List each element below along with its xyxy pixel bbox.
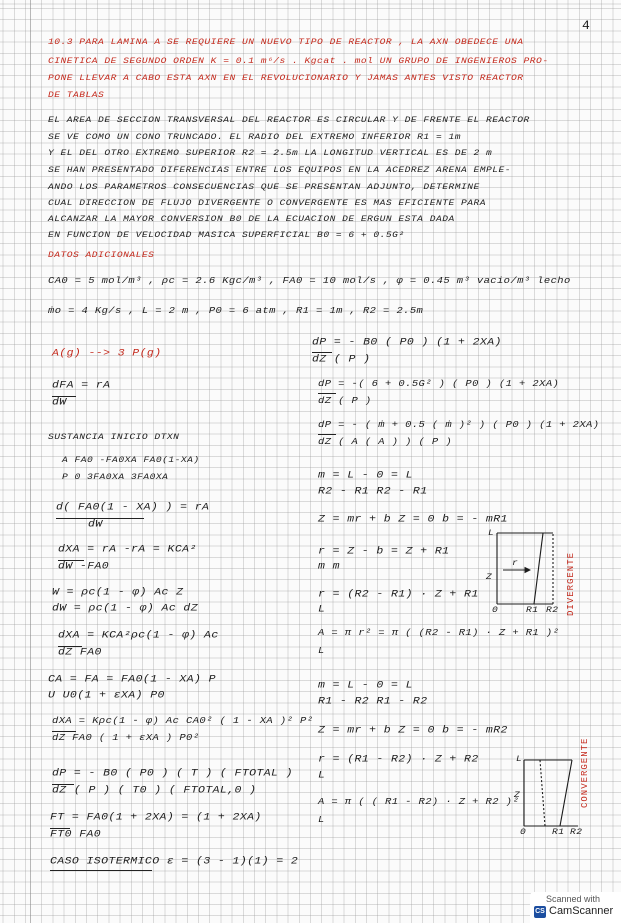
- datos-title: DATOS ADICIONALES: [48, 250, 155, 260]
- eq-m2: m = L - 0 = L: [318, 680, 413, 692]
- eq-rr2-den: L: [318, 604, 326, 616]
- eq-r2-den: dZ ( P ): [318, 396, 372, 407]
- fig1-label-r1: R1: [526, 605, 539, 615]
- convergent-sketch: [524, 760, 578, 826]
- problem-line-3: PONE LLEVAR A CABO ESTA AXN EN EL REVOLUCIONARIO Y JAMAS ANTES VISTO REACTOR: [48, 73, 524, 83]
- divergente-label: DIVERGENTE: [566, 551, 576, 616]
- eq-rr3-num: r = (R1 - R2) · Z + R2: [318, 754, 479, 766]
- fig2-label-z: Z: [514, 790, 521, 800]
- eq-m2-den: R1 - R2 R1 - R2: [318, 696, 428, 708]
- camscanner-watermark: [530, 892, 621, 923]
- fig2-label-r1: R1: [552, 827, 565, 837]
- eq-r2-num: dP = -( 6 + 0.5G² ) ( P0 ) (1 + 2XA): [318, 379, 560, 390]
- eq-w1: W = ρc(1 - φ) Ac Z: [52, 587, 184, 599]
- eq-rr1-num: r = Z - b = Z + R1: [318, 546, 450, 558]
- convergente-label: CONVERGENTE: [580, 737, 590, 808]
- fig2-label-l: L: [516, 754, 523, 764]
- problem-line-8: Y EL DEL OTRO EXTREMO SUPERIOR R2 = 2.5m LA LONGITUD VERTICAL ES DE 2 m: [48, 148, 493, 158]
- eq-w2: dW = ρc(1 - φ) Ac dZ: [52, 603, 199, 615]
- scanner-caption: Scanned with: [546, 894, 601, 904]
- eq-rr1-den: m m: [318, 561, 340, 573]
- problem-line-13: EN FUNCION DE VELOCIDAD MASICA SUPERFICIAL B0 = 6 + 0.5G²: [48, 230, 405, 240]
- eq-dp-num: dP = - B0 ( P0 ) ( T ) ( FTOTAL ): [52, 768, 293, 780]
- eq-r3-den: dZ ( A ( A ) ) ( P ): [318, 437, 453, 448]
- problem-line-12: ALCANZAR LA MAYOR CONVERSION B0 DE LA ECUACION DE ERGUN ESTA DADA: [48, 214, 455, 224]
- stoich-row-p: P 0 3FA0XA 3FA0XA: [62, 472, 169, 482]
- problem-line-9: SE HAN PRESENTADO DIFERENCIAS ENTRE LOS EQUIPOS EN LA ACEDREZ ARENA EMPLE-: [48, 165, 512, 175]
- eq-d2-num: dXA = rA -rA = KCA²: [58, 544, 197, 556]
- eq-r3-num: dP = - ( ṁ + 0.5 ( ṁ )² ) ( P0 ) (1 + 2XA): [318, 420, 600, 431]
- eq-a2: A = π ( ( R1 - R2) · Z + R2 )²: [318, 797, 520, 808]
- eq-d2-den: dW -FA0: [58, 561, 110, 573]
- fig1-label-r: r: [512, 558, 519, 568]
- eq-a1-den: L: [318, 646, 325, 657]
- stoich-row-a: A FA0 -FA0XA FA0(1-XA): [62, 455, 200, 465]
- eq-a2-den: L: [318, 815, 325, 826]
- fig2-label-r2: R2: [570, 827, 583, 837]
- fig1-label-r2: R2: [546, 605, 559, 615]
- eq-rr3-den: L: [318, 770, 326, 782]
- problem-line-2: CINETICA DE SEGUNDO ORDEN K = 0.1 m⁶/s . Kgcat . mol UN GRUPO DE INGENIEROS PRO-: [48, 56, 549, 66]
- fig1-label-z: Z: [486, 572, 493, 582]
- eq-d3-num: dXA = KCA²ρc(1 - φ) Ac: [58, 630, 219, 642]
- eq-d1-den: dW: [88, 519, 103, 531]
- problem-line-11: CUAL DIRECCION DE FLUJO DIVERGENTE O CONVERGENTE ES MAS EFICIENTE PARA: [48, 198, 487, 208]
- datos-line-1: CA0 = 5 mol/m³ , ρc = 2.6 Kgc/m³ , FA0 = 10 mol/s , φ = 0.45 m³ vacio/m³ lecho: [48, 276, 571, 287]
- eq-d4-den: dZ FA0 ( 1 + εXA ) P0²: [52, 733, 200, 744]
- divergent-sketch: [497, 533, 553, 604]
- stoich-title: SUSTANCIA INICIO DTXN: [48, 432, 180, 442]
- fig1-label-l: L: [488, 528, 495, 538]
- caso-isotermico: CASO ISOTERMICO ε = (3 - 1)(1) = 2: [50, 856, 299, 868]
- eq-z2: Z = mr + b Z = 0 b = - mR2: [318, 725, 508, 737]
- eq-ca-den: U U0(1 + εXA) P0: [48, 690, 165, 702]
- eq-rr2-num: r = (R2 - R1) · Z + R1: [318, 589, 479, 601]
- eq-ft-den: FT0 FA0: [50, 829, 102, 841]
- fig1-label-zero: 0: [492, 605, 499, 615]
- problem-line-1: 10.3 PARA LAMINA A SE REQUIERE UN NUEVO TIPO DE REACTOR , LA AXN OBEDECE UNA: [48, 37, 524, 47]
- eq-d3-den: dZ FA0: [58, 647, 102, 659]
- page-number: 4: [582, 18, 590, 33]
- eq-dp-den: dZ ( P ) ( T0 ) ( FTOTAL,0 ): [52, 785, 257, 797]
- eq-z1: Z = mr + b Z = 0 b = - mR1: [318, 514, 508, 526]
- eq-m1: m = L - 0 = L: [318, 470, 413, 482]
- eq-ca-num: CA = FA = FA0(1 - XA) P: [48, 674, 216, 686]
- eq-r1-den: dZ ( P ): [312, 354, 371, 366]
- mass-balance-num: dFA = rA: [52, 380, 111, 392]
- problem-line-4: DE TABLAS: [48, 90, 105, 100]
- eq-d1-num: d( FA0(1 - XA) ) = rA: [56, 502, 210, 514]
- eq-d4-num: dXA = Kρc(1 - φ) Ac CA0² ( 1 - XA )² P²: [52, 716, 314, 727]
- mass-balance-den: dW: [52, 397, 67, 409]
- eq-a1: A = π r² = π ( (R2 - R1) · Z + R1 )²: [318, 628, 560, 639]
- eq-ft-num: FT = FA0(1 + 2XA) = (1 + 2XA): [50, 812, 262, 824]
- scanner-name: CamScanner: [549, 905, 614, 917]
- problem-line-7: SE VE COMO UN CONO TRUNCADO. EL RADIO DEL EXTREMO INFERIOR R1 = 1m: [48, 132, 461, 142]
- camscanner-logo-icon: CS: [534, 906, 546, 918]
- fig2-label-zero: 0: [520, 827, 527, 837]
- reaction: A(g) --> 3 P(g): [52, 348, 162, 360]
- problem-line-6: EL AREA DE SECCION TRANSVERSAL DEL REACTOR ES CIRCULAR Y DE FRENTE EL REACTOR: [48, 115, 530, 125]
- problem-line-10: ANDO LOS PARAMETROS CONSECUENCIAS QUE SE PRESENTAN ADJUNTO, DETERMINE: [48, 182, 480, 192]
- datos-line-2: ṁo = 4 Kg/s , L = 2 m , P0 = 6 atm , R1 = 1m , R2 = 2.5m: [48, 306, 424, 317]
- eq-r1-num: dP = - B0 ( P0 ) (1 + 2XA): [312, 337, 502, 349]
- eq-m1-den: R2 - R1 R2 - R1: [318, 486, 428, 498]
